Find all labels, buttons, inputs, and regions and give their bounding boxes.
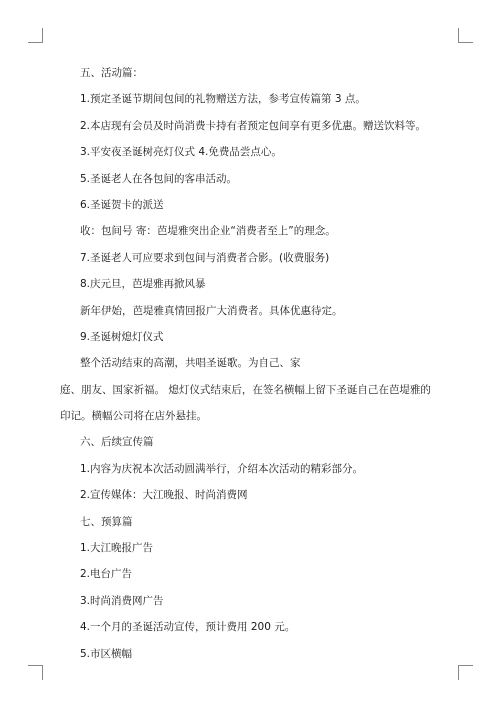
paragraph-continuation: 印记。横幅公司将在店外悬挂。	[60, 410, 207, 423]
crop-mark-bottom-right	[458, 665, 473, 680]
paragraph: 3.时尚消费网广告	[80, 594, 164, 607]
paragraph: 1.内容为庆祝本次活动圆满举行，介绍本次活动的精彩部分。	[80, 462, 364, 475]
paragraph: 9.圣诞树熄灯仪式	[80, 330, 164, 343]
paragraph: 1.大江晚报广告	[80, 542, 154, 555]
paragraph: 整个活动结束的高潮，共唱圣诞歌。为自己、家	[80, 357, 301, 370]
paragraph: 2.宣传媒体：大江晚报、时尚消费网	[80, 489, 248, 502]
paragraph: 8.庆元旦，芭堤雅再掀风暴	[80, 278, 206, 291]
paragraph: 3.平安夜圣诞树亮灯仪式 4.免费品尝点心。	[80, 146, 282, 159]
paragraph: 7.圣诞老人可应要求到包间与消费者合影。(收费服务)	[80, 251, 330, 264]
document-body	[60, 66, 450, 673]
crop-mark-bottom-left	[28, 665, 43, 680]
paragraph: 4.一个月的圣诞活动宣传，预计费用 200 元。	[80, 621, 296, 634]
paragraph: 6.圣诞贺卡的派送	[80, 198, 164, 211]
paragraph: 2.本店现有会员及时尚消费卡持有者预定包间享有更多优惠。赠送饮料等。	[80, 119, 427, 132]
paragraph: 1.预定圣诞节期间包间的礼物赠送方法，参考宣传篇第 3 点。	[80, 93, 366, 106]
section-heading-budget: 七、预算篇	[80, 515, 133, 528]
paragraph: 收：包间号 寄：芭堤雅突出企业“消费者至上”的理念。	[80, 225, 336, 238]
paragraph: 新年伊始，芭堤雅真情回报广大消费者。具体优惠待定。	[80, 304, 343, 317]
paragraph: 2.电台广告	[80, 568, 133, 581]
section-heading-activities: 五、活动篇：	[80, 67, 143, 79]
crop-mark-top-right	[458, 28, 473, 43]
section-heading-follow-up: 六、后续宣传篇	[80, 436, 154, 449]
paragraph: 5.市区横幅	[80, 647, 133, 660]
paragraph-continuation: 庭、朋友、国家祈福。 熄灯仪式结束后，在签名横幅上留下圣诞自己在芭堤雅的	[60, 383, 431, 396]
paragraph: 5.圣诞老人在各包间的客串活动。	[80, 172, 238, 185]
crop-mark-top-left	[28, 28, 43, 43]
